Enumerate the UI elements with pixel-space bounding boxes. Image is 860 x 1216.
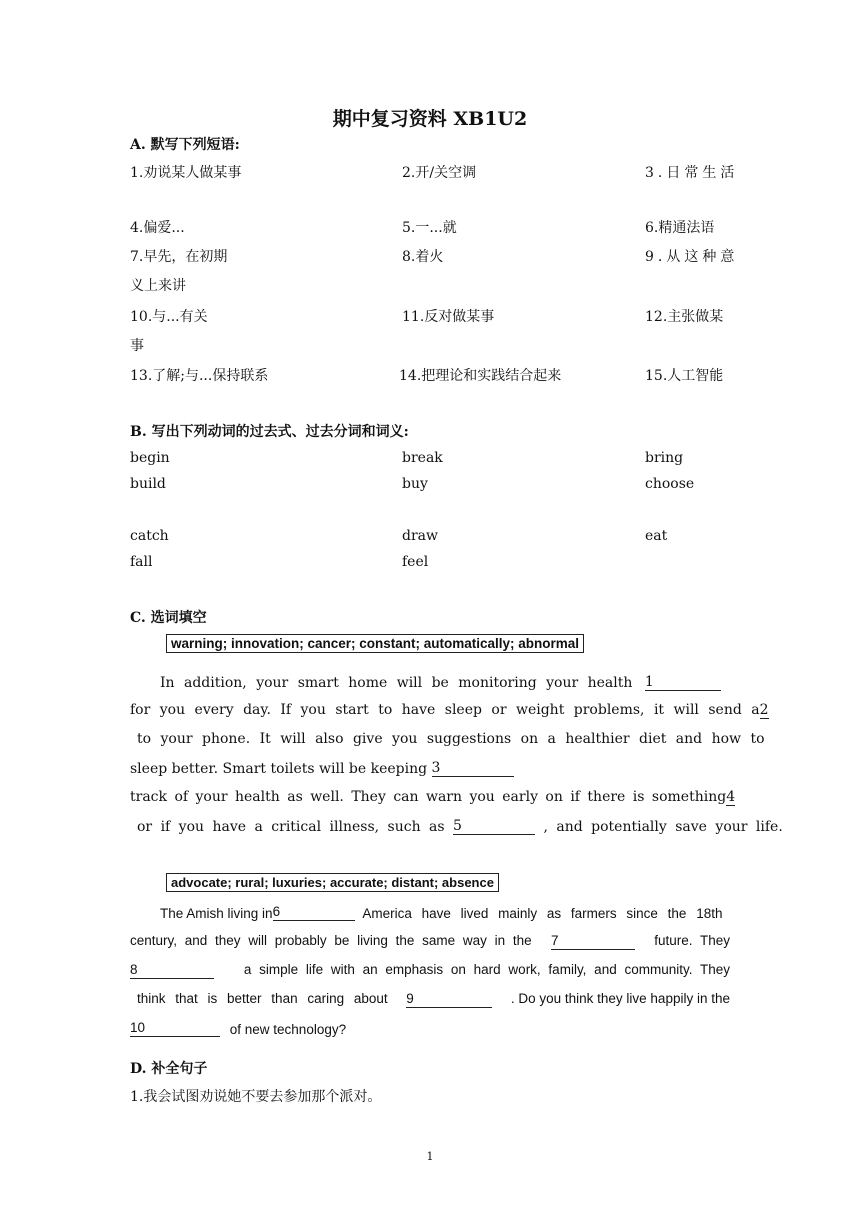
phrase-item: 2.开/关空调 [402,165,477,181]
page-title: 期中复习资料 XB1U2 [332,108,528,130]
phrase-item: 8.着火 [402,249,444,265]
verb-item: catch [130,528,169,544]
phrase-item: 9.从这种意 [645,249,739,265]
verb-item: buy [402,476,428,492]
passage-1-line: track of your health as well. They can warn you early on if there is something 4 [130,789,736,805]
blank-3: 3 [432,760,514,777]
blank-9: 9 [406,991,492,1008]
verb-item: fall [130,554,153,570]
verb-item: choose [645,476,695,492]
verb-item: build [130,476,166,492]
phrase-item: 6.精通法语 [645,220,715,236]
phrase-item: 12.主张做某 [645,309,724,325]
passage-2-line: think that is better than caring about 9 . Do you think they live happily in the [137,991,730,1006]
passage-2-line: 8 a simple life with an emphasis on hard work, family, and community. They [130,962,730,977]
section-d-heading: D. 补全句子 [130,1061,208,1077]
phrase-item: 14.把理论和实践结合起来 [399,368,562,384]
phrase-item: 7.早先，在初期 [130,249,228,265]
section-b-heading: B. 写出下列动词的过去式、过去分词和词义: [130,424,409,440]
phrase-item: 10.与...有关 [130,309,208,325]
phrase-item: 1.劝说某人做某事 [130,165,242,181]
verb-item: break [402,450,443,466]
phrase-item: 事 [130,338,144,354]
phrase-item: 义上来讲 [130,278,186,294]
passage-1-line: for you every day. If you start to have sleep or weight problems, it will send a 2 [130,702,769,718]
page-number: 1 [426,1150,434,1163]
blank-8: 8 [130,962,214,979]
passage-1-line: sleep better. Smart toilets will be keeping 3 [130,760,514,777]
verb-item: eat [645,528,668,544]
verb-item: draw [402,528,438,544]
blank-4: 4 [726,789,736,805]
passage-2-line: century, and they will probably be living the same way in the 7 future. They [130,933,730,948]
word-bank-1: warning; innovation; cancer; constant; automatically; abnormal [166,634,584,653]
section-c-heading: C. 选词填空 [130,610,207,626]
phrase-item: 13.了解;与...保持联系 [130,368,269,384]
phrase-item: 4.偏爱... [130,220,185,236]
verb-item: feel [402,554,429,570]
verb-item: begin [130,450,170,466]
phrase-item: 5.一...就 [402,220,457,236]
blank-6: 6 [273,904,355,921]
passage-1-line: to your phone. It will also give you suggestions on a healthier diet and how to [137,731,765,747]
phrase-item: 15.人工智能 [645,368,724,384]
passage-2-line: 10 of new technology? [130,1020,347,1037]
passage-1-line: or if you have a critical illness, such as 5 , and potentially save your life. [137,818,783,835]
passage-1-line: In addition, your smart home will be monitoring your health 1 [160,674,721,691]
section-a-heading: A. 默写下列短语: [130,137,240,153]
sentence-item: 1.我会试图劝说她不要去参加那个派对。 [130,1089,382,1105]
phrase-item: 3.日常生活 [645,165,739,181]
phrase-item: 11.反对做某事 [402,309,495,325]
word-bank-2: advocate; rural; luxuries; accurate; distant; absence [166,873,499,892]
blank-2: 2 [759,702,769,718]
blank-5: 5 [453,818,535,835]
passage-2-line: The Amish living in6 America have lived mainly as farmers since the 18th [160,904,723,921]
verb-item: bring [645,450,684,466]
blank-1: 1 [645,674,721,691]
blank-7: 7 [551,933,635,950]
blank-10: 10 [130,1020,220,1037]
